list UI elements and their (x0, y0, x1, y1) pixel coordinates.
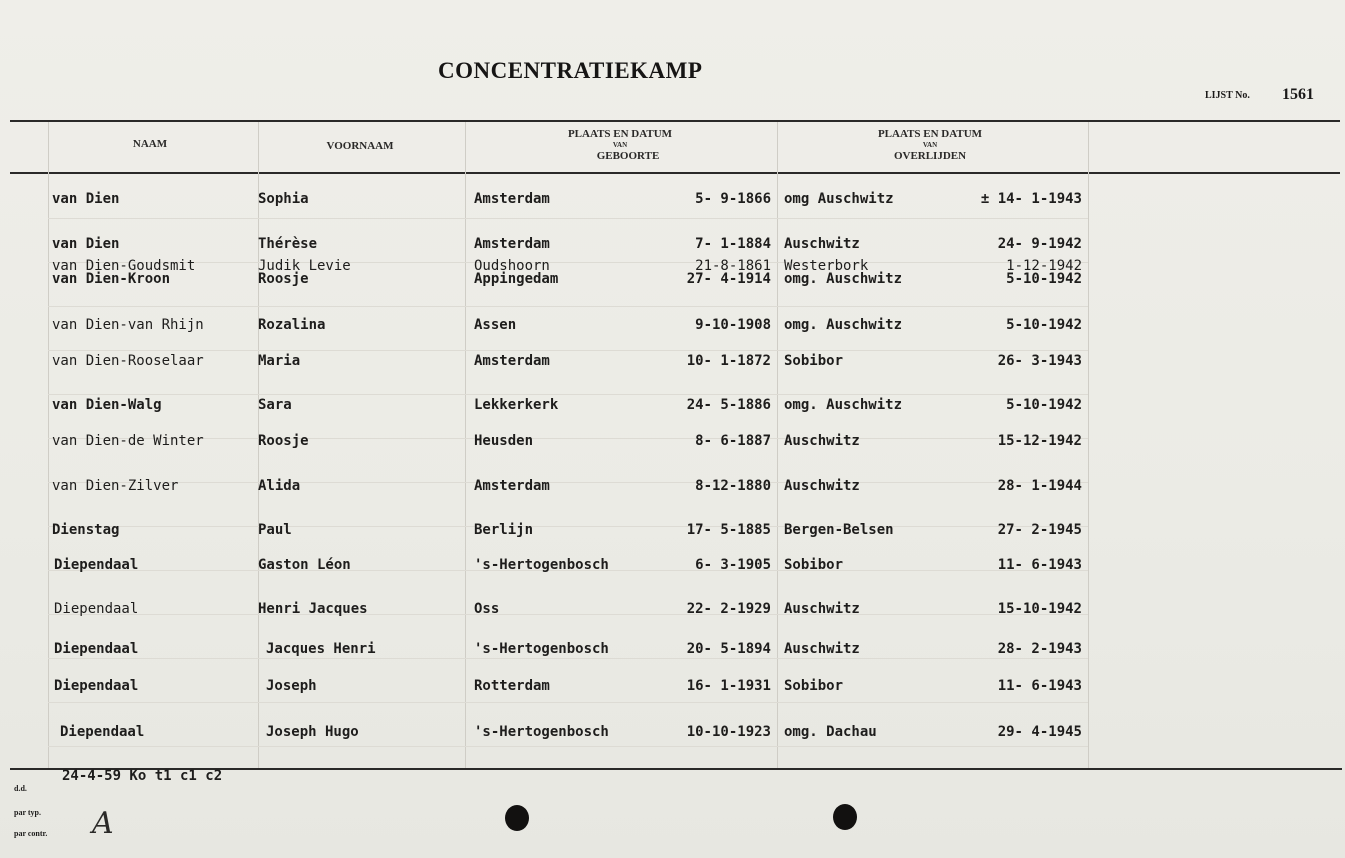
cell-overlijdensplaats: omg. Auschwitz (784, 397, 903, 413)
cell-overlijdensdatum: 1-12-1942 (1006, 258, 1082, 274)
header-geboorte (540, 128, 700, 163)
cell-naam: van Dien-Goudsmit (52, 258, 196, 274)
row-guide-line (48, 746, 1088, 747)
cell-geboorteplaats: Berlijn (474, 522, 534, 538)
cell-geboorteplaats: Heusden (474, 433, 534, 449)
row-guide-line (48, 614, 1088, 615)
cell-naam: van Dien-de Winter (52, 433, 204, 449)
row-guide-line (48, 306, 1088, 307)
row-guide-line (48, 262, 1088, 263)
header-overlijden-top: PLAATS EN DATUM (877, 128, 983, 140)
punch-hole (833, 804, 857, 830)
cell-naam: Diependaal (54, 601, 139, 617)
cell-naam: van Dien-van Rhijn (52, 317, 204, 333)
cell-naam: van Dien-Zilver (52, 478, 179, 494)
header-rule (10, 172, 1340, 174)
cell-geboorteplaats: Oss (474, 601, 500, 617)
cell-overlijdensdatum: ± 14- 1-1943 (980, 191, 1082, 207)
header-voornaam: VOORNAAM (326, 140, 394, 152)
cell-geboorteplaats: Amsterdam (474, 191, 550, 207)
label-dd: d.d. (14, 784, 27, 793)
cell-overlijdensplaats: Auschwitz (784, 236, 860, 252)
cell-overlijdensdatum: 28- 1-1944 (997, 478, 1082, 494)
cell-voornaam: Thérèse (258, 236, 318, 252)
cell-overlijdensplaats: Auschwitz (784, 433, 860, 449)
cell-overlijdensplaats: omg. Auschwitz (784, 271, 903, 287)
cell-voornaam: Sara (258, 397, 292, 413)
cell-naam: van Dien (52, 236, 120, 252)
cell-voornaam: Roosje (258, 433, 309, 449)
cell-voornaam: Henri Jacques (258, 601, 368, 617)
column-divider (1088, 122, 1089, 768)
cell-naam: Diependaal (54, 557, 139, 573)
cell-voornaam: Joseph (266, 678, 317, 694)
header-overlijden (850, 128, 1010, 163)
cell-naam: Diependaal (54, 641, 139, 657)
cell-overlijdensplaats: Auschwitz (784, 601, 860, 617)
cell-overlijdensplaats: Sobibor (784, 678, 844, 694)
cell-geboorteplaats: Appingedam (474, 271, 559, 287)
cell-overlijdensdatum: 5-10-1942 (1006, 271, 1082, 287)
cell-naam: van Dien-Walg (52, 397, 162, 413)
cell-geboortedatum: 10- 1-1872 (686, 353, 771, 369)
row-guide-line (48, 526, 1088, 527)
header-geboorte-top: PLAATS EN DATUM (567, 128, 673, 140)
cell-geboortedatum: 10-10-1923 (686, 724, 771, 740)
cell-geboortedatum: 9-10-1908 (695, 317, 771, 333)
cell-naam: Diependaal (54, 678, 139, 694)
row-guide-line (48, 658, 1088, 659)
cell-overlijdensdatum: 5-10-1942 (1006, 397, 1082, 413)
cell-geboortedatum: 16- 1-1931 (686, 678, 771, 694)
cell-voornaam: Paul (258, 522, 292, 538)
cell-geboortedatum: 17- 5-1885 (686, 522, 771, 538)
cell-naam: van Dien-Kroon (52, 271, 171, 287)
header-geboorte-bottom: GEBOORTE (596, 150, 660, 162)
cell-geboortedatum: 8- 6-1887 (695, 433, 771, 449)
cell-overlijdensdatum: 5-10-1942 (1006, 317, 1082, 333)
cell-voornaam: Roosje (258, 271, 309, 287)
header-geboorte-van: VAN (612, 141, 628, 149)
cell-geboorteplaats: 's-Hertogenbosch (474, 641, 609, 657)
cell-voornaam: Judik Levie (258, 258, 351, 274)
cell-overlijdensdatum: 27- 2-1945 (997, 522, 1082, 538)
cell-overlijdensplaats: Bergen-Belsen (784, 522, 894, 538)
cell-overlijdensplaats: Auschwitz (784, 478, 860, 494)
cell-geboorteplaats: Rotterdam (474, 678, 550, 694)
cell-geboortedatum: 6- 3-1905 (695, 557, 771, 573)
header-naam: NAAM (132, 138, 168, 150)
cell-overlijdensplaats: Sobibor (784, 557, 844, 573)
cell-geboortedatum: 20- 5-1894 (686, 641, 771, 657)
label-par-typ: par typ. (14, 808, 41, 817)
cell-geboorteplaats: Amsterdam (474, 478, 550, 494)
top-rule (10, 120, 1340, 122)
list-label: LIJST No. (1205, 90, 1250, 101)
row-guide-line (48, 482, 1088, 483)
cell-geboortedatum: 8-12-1880 (695, 478, 771, 494)
cell-geboortedatum: 21-8-1861 (695, 258, 771, 274)
cell-geboortedatum: 7- 1-1884 (695, 236, 771, 252)
cell-overlijdensdatum: 24- 9-1942 (997, 236, 1082, 252)
label-par-contr: par contr. (14, 829, 48, 838)
cell-geboorteplaats: Oudshoorn (474, 258, 550, 274)
row-guide-line (48, 438, 1088, 439)
cell-geboorteplaats: 's-Hertogenbosch (474, 557, 609, 573)
cell-overlijdensdatum: 28- 2-1943 (997, 641, 1082, 657)
handwritten-initial: A (92, 806, 114, 841)
header-overlijden-bottom: OVERLIJDEN (893, 150, 967, 162)
cell-voornaam: Gaston Léon (258, 557, 351, 573)
cell-naam: van Dien-Rooselaar (52, 353, 204, 369)
cell-geboorteplaats: Amsterdam (474, 236, 550, 252)
row-guide-line (48, 702, 1088, 703)
cell-naam: Diependaal (60, 724, 145, 740)
cell-overlijdensplaats: omg. Auschwitz (784, 317, 903, 333)
cell-voornaam: Joseph Hugo (266, 724, 359, 740)
row-guide-line (48, 350, 1088, 351)
cell-voornaam: Jacques Henri (266, 641, 376, 657)
cell-overlijdensdatum: 11- 6-1943 (997, 557, 1082, 573)
cell-overlijdensplaats: Sobibor (784, 353, 844, 369)
cell-overlijdensplaats: Westerbork (784, 258, 869, 274)
cell-geboortedatum: 5- 9-1866 (695, 191, 771, 207)
cell-geboortedatum: 27- 4-1914 (686, 271, 771, 287)
row-guide-line (48, 218, 1088, 219)
cell-geboorteplaats: Assen (474, 317, 517, 333)
cell-overlijdensdatum: 29- 4-1945 (997, 724, 1082, 740)
cell-overlijdensplaats: omg. Dachau (784, 724, 877, 740)
cell-voornaam: Rozalina (258, 317, 326, 333)
cell-overlijdensdatum: 26- 3-1943 (997, 353, 1082, 369)
footer-typed-line: 24-4-59 Ko t1 c1 c2 (62, 768, 223, 784)
cell-naam: Dienstag (52, 522, 120, 538)
cell-geboorteplaats: Amsterdam (474, 353, 550, 369)
cell-geboorteplaats: Lekkerkerk (474, 397, 559, 413)
document-title: CONCENTRATIEKAMP (438, 58, 703, 83)
cell-overlijdensdatum: 11- 6-1943 (997, 678, 1082, 694)
cell-overlijdensdatum: 15-10-1942 (997, 601, 1082, 617)
cell-voornaam: Sophia (258, 191, 309, 207)
cell-voornaam: Maria (258, 353, 301, 369)
cell-overlijdensdatum: 15-12-1942 (997, 433, 1082, 449)
cell-naam: van Dien (52, 191, 120, 207)
cell-geboortedatum: 24- 5-1886 (686, 397, 771, 413)
cell-overlijdensplaats: omg Auschwitz (784, 191, 894, 207)
cell-geboorteplaats: 's-Hertogenbosch (474, 724, 609, 740)
cell-voornaam: Alida (258, 478, 301, 494)
cell-overlijdensplaats: Auschwitz (784, 641, 860, 657)
cell-geboortedatum: 22- 2-1929 (686, 601, 771, 617)
row-guide-line (48, 394, 1088, 395)
punch-hole (505, 805, 529, 831)
list-number: 1561 (1282, 86, 1314, 103)
header-overlijden-van: VAN (922, 141, 938, 149)
